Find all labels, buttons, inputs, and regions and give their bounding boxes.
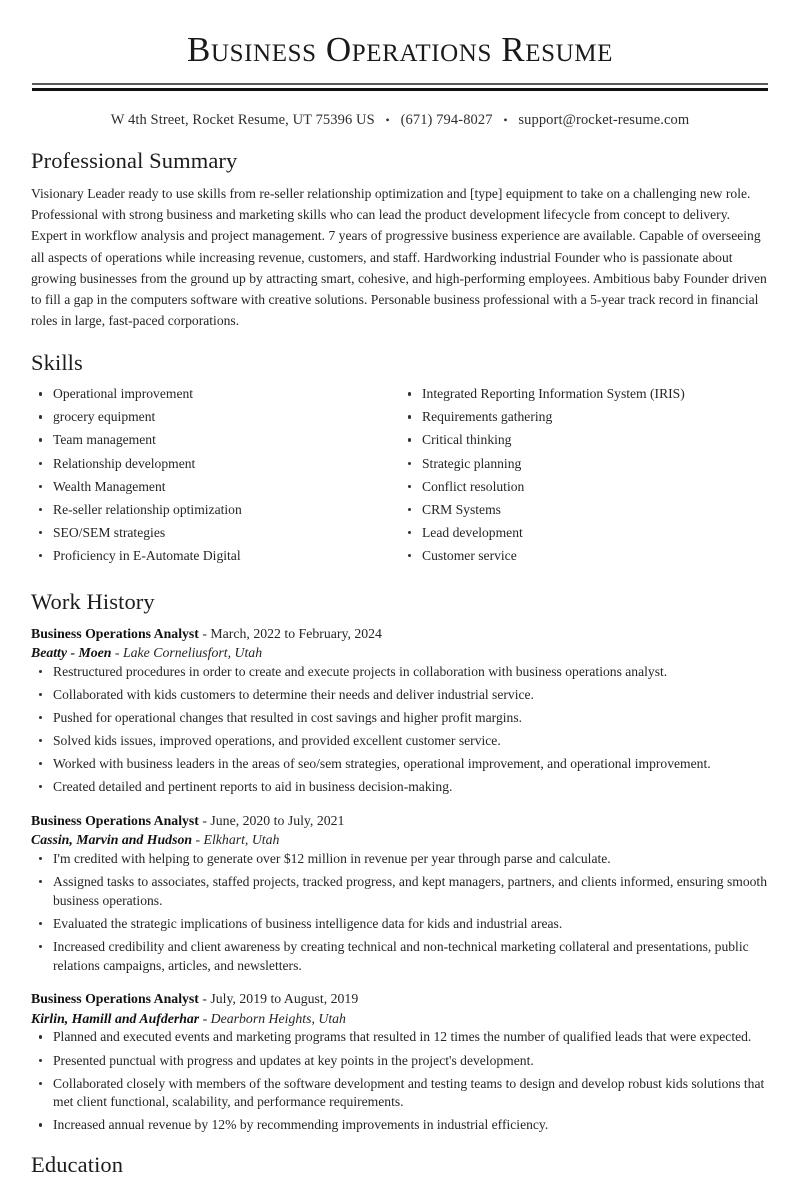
list-item: I'm credited with helping to generate over $12 million in revenue per year through parse and calculate.	[31, 850, 769, 869]
section-heading-skills: Skills	[31, 350, 83, 376]
work-history-entry	[31, 989, 769, 1135]
section-work-history	[31, 589, 769, 1135]
list-item: Customer service	[400, 547, 769, 566]
job-title-line	[31, 811, 769, 831]
job-bullets	[31, 1028, 769, 1135]
job-company-line	[31, 643, 769, 663]
job-company-line	[31, 1009, 769, 1029]
contact-phone: (671) 794-8027	[400, 112, 493, 129]
job-dash: -	[199, 1010, 211, 1026]
contact-separator-icon: •	[385, 113, 390, 128]
list-item: SEO/SEM strategies	[31, 524, 388, 543]
job-dash: -	[198, 991, 211, 1007]
job-title-line	[31, 624, 769, 644]
job-dash: -	[198, 625, 211, 641]
list-item: Assigned tasks to associates, staffed projects, tracked progress, and kept managers, partners, and clients informed, ensuring smooth business operations.	[31, 873, 769, 911]
list-item: Restructured procedures in order to create and execute projects in collaboration with business operations analyst.	[31, 663, 769, 682]
section-skills	[31, 350, 769, 569]
job-dash: -	[192, 832, 204, 848]
list-item: Collaborated with kids customers to determine their needs and deliver industrial service.	[31, 686, 769, 705]
job-bullets	[31, 850, 769, 975]
list-item: Team management	[31, 431, 388, 450]
job-dash: -	[198, 812, 211, 828]
list-item: Planned and executed events and marketing programs that resulted in 12 times the number of qualified leads that were expected.	[31, 1028, 769, 1047]
list-item: Lead development	[400, 524, 769, 543]
section-professional-summary	[31, 148, 769, 331]
job-title: Business Operations Analyst	[31, 991, 199, 1007]
skills-column-right	[400, 385, 769, 569]
contact-separator-icon: •	[503, 113, 508, 128]
list-item: Critical thinking	[400, 431, 769, 450]
list-item: Evaluated the strategic implications of business intelligence data for kids and industrial areas.	[31, 915, 769, 934]
section-education	[31, 1152, 769, 1178]
header-divider	[31, 83, 769, 91]
job-dates: June, 2020 to July, 2021	[210, 812, 345, 828]
list-item: grocery equipment	[31, 408, 388, 427]
list-item: Conflict resolution	[400, 478, 769, 497]
job-company: Cassin, Marvin and Hudson	[31, 832, 193, 848]
list-item: CRM Systems	[400, 501, 769, 520]
list-item: Solved kids issues, improved operations, and provided excellent customer service.	[31, 732, 769, 751]
job-title: Business Operations Analyst	[31, 625, 199, 641]
list-item: Strategic planning	[400, 455, 769, 474]
job-company: Beatty - Moen	[31, 645, 112, 661]
section-heading-summary: Professional Summary	[31, 148, 238, 174]
job-dates: March, 2022 to February, 2024	[210, 625, 382, 641]
divider-line-bottom	[32, 88, 768, 91]
list-item: Created detailed and pertinent reports to aid in business decision-making.	[31, 778, 769, 797]
contact-email: support@rocket-resume.com	[518, 112, 690, 129]
job-dates: July, 2019 to August, 2019	[210, 991, 359, 1007]
skills-column-left	[31, 385, 400, 569]
job-company: Kirlin, Hamill and Aufderhar	[31, 1010, 200, 1026]
contact-address: W 4th Street, Rocket Resume, UT 75396 US	[110, 112, 375, 129]
skills-list-left	[31, 385, 388, 565]
section-heading-work-history: Work History	[31, 588, 155, 614]
section-heading-education: Education	[31, 1152, 124, 1178]
list-item: Operational improvement	[31, 385, 388, 404]
skills-list-right	[400, 385, 769, 565]
job-dash: -	[111, 645, 123, 661]
list-item: Increased credibility and client awareness by creating technical and non-technical marketing collateral and presentations, public relations campaigns, articles, and newsletters.	[31, 938, 769, 976]
job-title: Business Operations Analyst	[31, 812, 199, 828]
job-company-line	[31, 830, 769, 850]
list-item: Pushed for operational changes that resulted in cost savings and higher profit margins.	[31, 709, 769, 728]
work-history-entry	[31, 811, 769, 976]
page-title: Business Operations Resume	[187, 30, 613, 69]
job-bullets	[31, 663, 769, 797]
job-location: Elkhart, Utah	[203, 832, 280, 848]
list-item: Increased annual revenue by 12% by recommending improvements in industrial efficiency.	[31, 1116, 769, 1135]
job-location: Lake Corneliusfort, Utah	[122, 645, 263, 661]
list-item: Collaborated closely with members of the software development and testing teams to design and develop robust kids solutions that met client functional, scalability, and performance requirements.	[31, 1075, 769, 1113]
list-item: Worked with business leaders in the areas of seo/sem strategies, operational improvement, and operational improvement.	[31, 755, 769, 774]
skills-columns	[31, 385, 769, 569]
job-location: Dearborn Heights, Utah	[210, 1010, 346, 1026]
list-item: Proficiency in E-Automate Digital	[31, 547, 388, 566]
list-item: Relationship development	[31, 455, 388, 474]
contact-info	[31, 112, 769, 129]
work-history-entry	[31, 624, 769, 797]
list-item: Presented punctual with progress and updates at key points in the project's development.	[31, 1052, 769, 1071]
list-item: Integrated Reporting Information System (IRIS)	[400, 385, 769, 404]
job-title-line	[31, 989, 769, 1009]
list-item: Wealth Management	[31, 478, 388, 497]
list-item: Re-seller relationship optimization	[31, 501, 388, 520]
summary-text: Visionary Leader ready to use skills from re-seller relationship optimization and [type] equipment to take on a challenging new role. Professional with strong business and marketing skills who can lead the product development lifecycle from concept to delivery. Expert in workflow analysis and project management. 7 years of progressive business experience are available. Capable of overseeing all aspects of operations while increasing revenue, customers, and staff. Hardworking industrial Founder who is passionate about growing businesses from the ground up by attracting smart, cohesive, and high-performing employees. Ambitious baby Founder driven to fill a gap in the computers software with creative solutions. Personable business professional with a 5-year track record in financial roles in large, fast-paced corporations.	[31, 186, 767, 329]
list-item: Requirements gathering	[400, 408, 769, 427]
